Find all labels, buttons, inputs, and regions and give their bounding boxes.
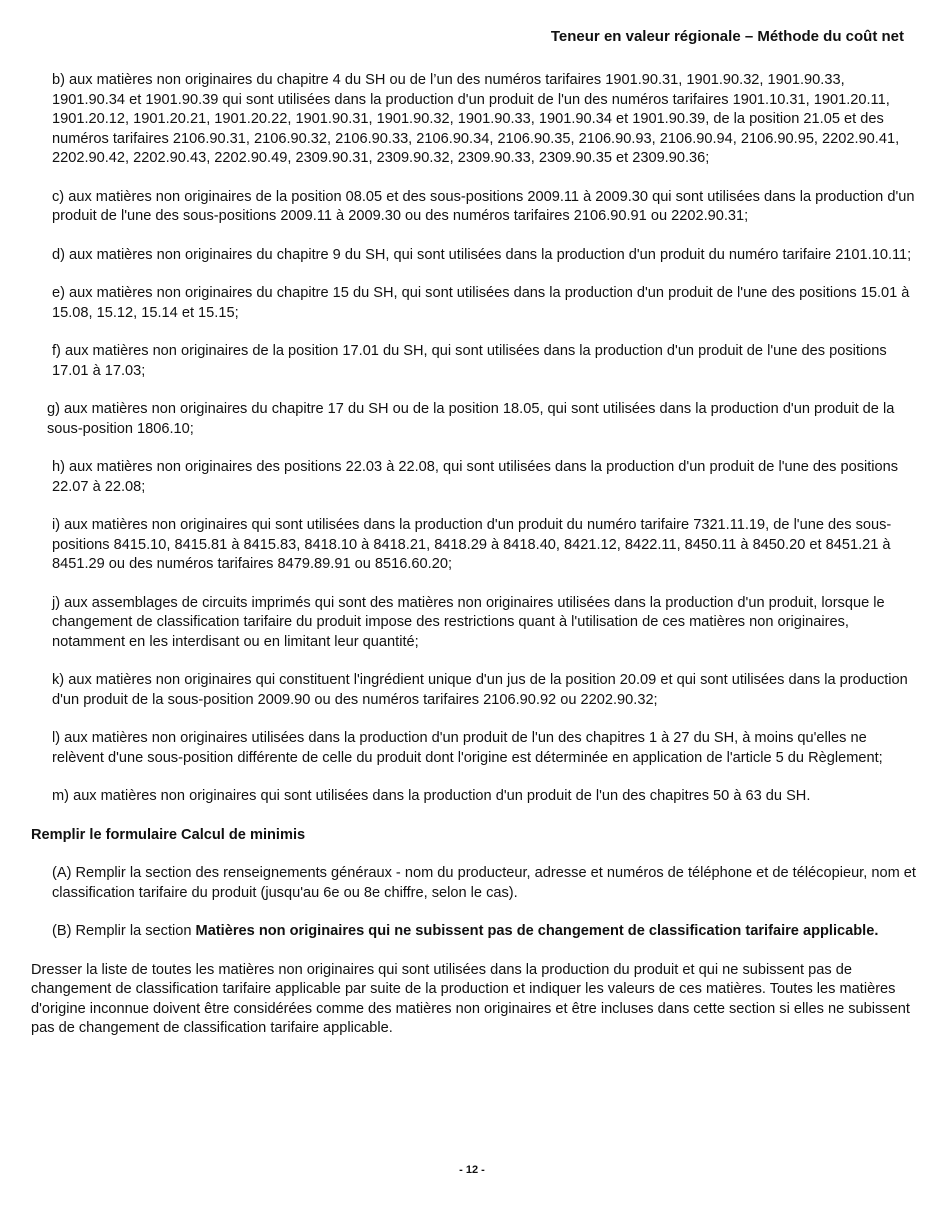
page-number: - 12 - (459, 1164, 485, 1176)
list-item-j: j) aux assemblages de circuits imprimés qui sont des matières non originaires utilisées dans la production d'un produit, lorsque le changement de classification tarifaire du produit impose des restrictions quant à l'utilisation de ces matières non originaires, notamment en les interdisant ou en limitant leur quantité; (52, 594, 885, 650)
list-item-l: l) aux matières non originaires utilisées dans la production d'un produit de l'un des chapitres 1 à 27 du SH, à moins qu'elles ne relèvent d'une sous-position différente de celle du produit dont l'origine est déterminée en application de l'article 5 du Règlement; (52, 730, 883, 766)
list-item-h: h) aux matières non originaires des positions 22.03 à 22.08, qui sont utilisées dans la production d'un produit de l'une des positions 22.07 à 22.08; (52, 459, 899, 495)
instruction-a: (A) Remplir la section des renseignements généraux - nom du producteur, adresse et numéros de téléphone et de télécopieur, nom et classification tarifaire du produit (jusqu'au 6e ou 8e chiffre, selon le cas). (52, 865, 916, 901)
list-item-e: e) aux matières non originaires du chapitre 15 du SH, qui sont utilisées dans la production d'un produit de l'une des positions 15.01 à 15.08, 15.12, 15.14 et 15.15; (52, 285, 910, 321)
instruction-b-emphasis: Matières non originaires qui ne subissent pas de changement de classification tarifaire applicable. (195, 923, 879, 939)
list-item-k: k) aux matières non originaires qui constituent l'ingrédient unique d'un jus de la position 20.09 et qui sont utilisées dans la production d'un produit de la sous-position 2009.90 ou des numéros tarifaires 2106.90.92 ou 2202.90.32; (52, 672, 908, 708)
list-item-f: f) aux matières non originaires de la position 17.01 du SH, qui sont utilisées dans la production d'un produit de l'une des positions 17.01 à 17.03; (52, 343, 887, 379)
document-body (31, 71, 919, 1039)
list-item-b: b) aux matières non originaires du chapitre 4 du SH ou de l’un des numéros tarifaires 1901.90.31, 1901.90.32, 1901.90.33, 1901.90.34 et 1901.90.39 qui sont utilisées dans la production d'un produit de l'un des numéros tarifaires 1901.10.31, 1901.20.11, 1901.20.12, 1901.20.21, 1901.20.22, 1901.90.31, 1901.90.32, 1901.90.33, 1901.90.34 et 1901.90.39, de la position 21.05 et des numéros tarifaires 2106.90.31, 2106.90.32, 2106.90.33, 2106.90.34, 2106.90.35, 2106.90.93, 2106.90.94, 2106.90.95, 2202.90.41, 2202.90.42, 2202.90.43, 2202.90.49, 2309.90.31, 2309.90.32, 2309.90.33, 2309.90.35 et 2309.90.36; (52, 72, 900, 166)
list-item-g: g) aux matières non originaires du chapitre 17 du SH ou de la position 18.05, qui sont utilisées dans la production d'un produit de la sous-position 1806.10; (47, 401, 895, 437)
list-item-m: m) aux matières non originaires qui sont utilisées dans la production d'un produit de l'un des chapitres 50 à 63 du SH. (52, 788, 811, 804)
page-header-title: Teneur en valeur régionale – Méthode du coût net (550, 28, 904, 45)
section-heading: Remplir le formulaire Calcul de minimis (31, 826, 306, 843)
instruction-b (52, 922, 919, 942)
list-item-i: i) aux matières non originaires qui sont utilisées dans la production d'un produit du numéro tarifaire 7321.11.19, de l'une des sous-positions 8415.10, 8415.81 à 8415.83, 8418.10 à 8418.21, 8418.29 à 8418.40, 8421.12, 8422.11, 8450.11 à 8450.20 et 8451.21 à 8451.29 ou des numéros tarifaires 8479.89.91 ou 8516.60.20; (52, 517, 892, 572)
instruction-b-prefix: (B) Remplir la section (52, 923, 196, 939)
list-item-d: d) aux matières non originaires du chapitre 9 du SH, qui sont utilisées dans la production d'un produit du numéro tarifaire 2101.10.11; (52, 246, 912, 263)
list-item-c: c) aux matières non originaires de la position 08.05 et des sous-positions 2009.11 à 2009.30 qui sont utilisées dans la production d'un produit de l'une des sous-positions 2009.11 à 2009.30 ou des numéros tarifaires 2106.90.91 ou 2202.90.31; (52, 188, 915, 224)
body-paragraph: Dresser la liste de toutes les matières non originaires qui sont utilisées dans la production du produit et qui ne subissent pas de changement de classification tarifaire applicable par suite de la production et indiquer les valeurs de ces matières. Toutes les matières d'origine inconnue doivent être considérées comme des matières non originaires et être incluses dans cette section si elles ne subissent pas de changement de classification tarifaire applicable. (31, 961, 910, 1036)
